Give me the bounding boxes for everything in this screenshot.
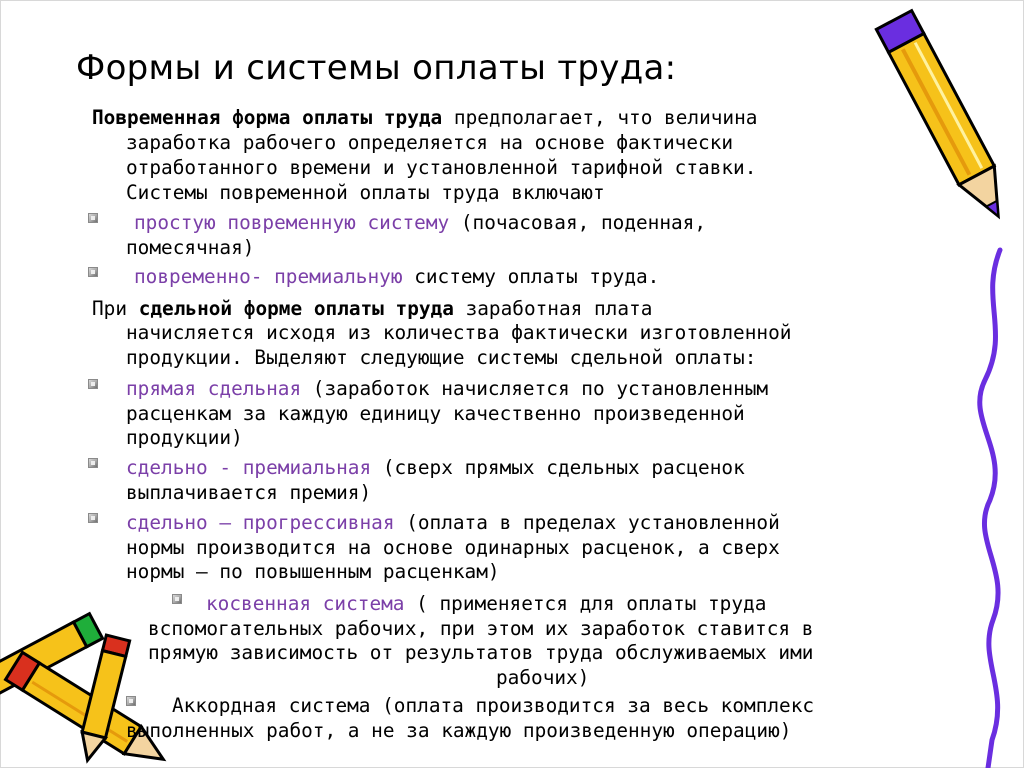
paragraph-time-based-line2: заработка рабочего определяется на основе фактически <box>126 131 734 154</box>
bullet-direct-piece-line2: расценкам за каждую единицу качественно произведенной <box>126 402 745 425</box>
bullet-simple-time-line2: помесячная) <box>126 236 255 259</box>
bullet-direct-piece-rest: (заработок начисляется по установленным <box>301 377 769 400</box>
bullet-square-icon <box>88 458 98 468</box>
paragraph-time-based-bold: Повременная форма оплаты труда <box>92 106 443 129</box>
paragraph-time-based-rest: предполагает, что величина <box>442 106 758 129</box>
bullet-piece-progressive-line1 <box>126 511 780 535</box>
bullet-square-icon <box>88 213 98 223</box>
bullet-square-icon <box>172 594 182 604</box>
paragraph-time-based-line3: отработанного времени и установленной тарифной ставки. <box>126 156 757 179</box>
bullet-square-icon <box>88 379 98 389</box>
bullet-indirect-line3: прямую зависимость от результатов труда обслуживаемых ими <box>148 641 814 664</box>
bullet-simple-time-accent: простую повременную систему <box>134 211 450 234</box>
paragraph-piece-rate-line2: начисляется исходя из количества фактически изготовленной <box>126 321 792 344</box>
slide-title: Формы и системы оплаты труда: <box>76 48 677 88</box>
paragraph-piece-rate-bold: сдельной форме оплаты труда <box>138 297 454 320</box>
bullet-indirect-line2: вспомогательных рабочих, при этом их заработок ставится в <box>148 617 814 640</box>
pencil-clipart-icon <box>862 0 1022 260</box>
bullet-indirect-accent: косвенная система <box>206 592 405 615</box>
bullet-square-icon <box>126 696 136 706</box>
bullet-square-icon <box>88 513 98 523</box>
bullet-piece-progressive-line3: нормы – по повышенным расценкам) <box>126 560 500 583</box>
bullet-piece-bonus-accent: сдельно - премиальная <box>126 456 372 479</box>
bullet-direct-piece-accent: прямая сдельная <box>126 377 302 400</box>
bullet-time-bonus-line1 <box>134 265 659 289</box>
bullet-piece-bonus-rest: (сверх прямых сдельных расценок <box>371 456 745 479</box>
paragraph-piece-rate-rest: заработная плата <box>453 297 653 320</box>
bullet-indirect-line1 <box>206 592 766 616</box>
paragraph-piece-rate-line3: продукции. Выделяют следующие системы сдельной оплаты: <box>126 346 757 369</box>
bullet-piece-bonus-line2: выплачивается премия) <box>126 481 372 504</box>
bullet-time-bonus-rest: систему оплаты труда. <box>402 265 660 288</box>
bullet-simple-time-line1 <box>134 211 706 235</box>
bullet-simple-time-rest: (почасовая, поденная, <box>449 211 707 234</box>
paragraph-piece-rate-line1 <box>92 297 652 321</box>
bullet-piece-bonus-line1 <box>126 456 745 480</box>
paragraph-time-based-line1 <box>92 106 757 130</box>
bullet-piece-progressive-line2: нормы производится на основе одинарных расценок, а сверх <box>126 536 780 559</box>
bullet-indirect-rest: ( применяется для оплаты труда <box>404 592 767 615</box>
bullet-indirect-line4: рабочих) <box>496 666 590 689</box>
bullet-direct-piece-line3: продукции) <box>126 426 243 449</box>
bullet-lump-sum-line2: выполненных работ, а не за каждую произведенную операцию) <box>126 719 792 742</box>
bullet-time-bonus-accent: повременно- премиальную <box>134 265 403 288</box>
bullet-piece-progressive-accent: сдельно – прогрессивная <box>126 511 395 534</box>
bullet-direct-piece-line1 <box>126 377 768 401</box>
bullet-piece-progressive-rest: (оплата в пределах установленной <box>394 511 780 534</box>
bullet-lump-sum-line1: Аккордная система (оплата производится за весь комплекс <box>172 694 815 717</box>
paragraph-piece-rate-pre: При <box>92 297 139 320</box>
paragraph-time-based-line4: Системы повременной оплаты труда включают <box>126 181 605 204</box>
bullet-square-icon <box>88 267 98 277</box>
